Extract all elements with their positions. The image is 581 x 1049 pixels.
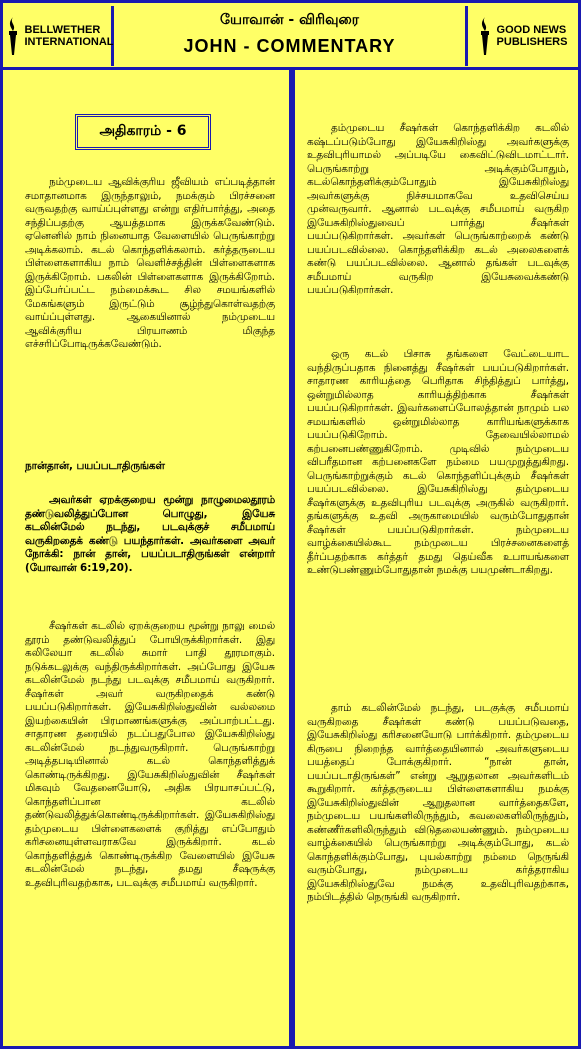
right-paragraph-3 bbox=[307, 702, 569, 905]
bellwether-logo bbox=[6, 6, 114, 66]
right-column bbox=[292, 70, 581, 1049]
left-paragraph-1 bbox=[25, 176, 275, 352]
chapter-label: அதிகாரம் - 6 bbox=[75, 114, 211, 150]
good-news-logo-text bbox=[497, 24, 568, 48]
right-logo-line2: PUBLISHERS bbox=[496, 36, 568, 48]
left-paragraph-2 bbox=[25, 620, 275, 890]
torch-icon bbox=[4, 15, 22, 57]
title-tamil: யோவான் - விரிவுரை bbox=[220, 12, 359, 28]
good-news-logo bbox=[465, 6, 575, 66]
header bbox=[0, 0, 581, 70]
paragraph-text: தம்முடைய சீஷர்கள் கொந்தளிக்கிற கடலில் கஷ்டப்படும்போது இயேசுகிறிஸ்து அவர்களுக்கு உதவிபுரியாமல் அப்படியே கைவிட்டுவிடமாட்டார். பெருங்காற்று அடிக்கும்போதும், கடல்கொந்தளிக்கும்போதும் இயேசுகிறிஸ்து அவர்களுக்கு நிச்சயமாகவே உதவிசெய்ய முன்வருவார். ஆனால் படவுக்கு சமீபமாய் வருகிற இயேசுகிறிஸ்துவைப் பார்த்து சீஷர்கள் பயப்படுகிறார்கள். அவர்கள் பெருங்காற்றைக் கண்டு பயப்படவில்லை. கொந்தளிக்கிற கடல் அலைகளைக் கண்டு பயப்படவில்லை. ஆனால் தங்கள் படவுக்கு சமீபமாய் வருகிற இயேசுவைக்கண்டு பயப்படுகிறார்கள். bbox=[307, 122, 569, 296]
verse-quote bbox=[25, 494, 275, 575]
paragraph-text: சீஷர்கள் கடலில் ஏறக்குறைய மூன்று நாலு மைல் தூரம் தண்டுவலித்துப் போயிருக்கிறார்கள். இது கலிலேயா கடலில் சுமார் பாதி தூரமாகும். நடுக்கடலுக்கு வந்திருக்கிறார்கள். அப்போது இயேசு கடலின்மேல் நடந்து படவுக்கு சமீபமாய் வருகிறார். சீஷர்கள் அவர் வருகிறதைக் கண்டு பயப்படுகிறார்கள். இயேசுகிறிஸ்துவின் வல்லமை இயற்கையின் பிரமாணங்களுக்கு அப்பாற்பட்டது. சாதாரண தரையில் நடப்பதுபோல இயேசுகிறிஸ்து கடலின்மேல் நடந்துவருகிறார். பெருங்காற்று அடித்தபடியினால் கடல் கொந்தளித்துக் கொண்டிருக்கிறது. இயேசுகிறிஸ்துவின் சீஷர்கள் மிகவும் வேதனையோடு, அதிக பிரயாசப்பட்டு, கொந்தளிப்பான கடலில் தண்டுவலித்துக்கொண்டிருக்கிறார்கள். இயேசுகிறிஸ்து தம்முடைய பிள்ளைகளைக் குறித்து எப்போதும் கரிசனையுள்ளவராகவே இருக்கிறார். கடல் கொந்தளித்துக் கொண்டிருக்கிற வேளையில் இயேசு கடலின்மேல் நடந்து, தமது சீஷருக்கு உதவிபுரிவதற்காக, படவுக்கு சமீபமாய் வருகிறார். bbox=[25, 620, 275, 889]
right-logo-line1: GOOD NEWS bbox=[496, 24, 567, 36]
section-heading: நான்தான், பயப்படாதிருங்கள் bbox=[25, 460, 165, 472]
bellwether-logo-text bbox=[25, 24, 114, 48]
paragraph-text: ஒரு கடல் பிசாசு தங்களை வேட்டையாட வந்திருப்பதாக நினைத்து சீஷர்கள் பயப்படுகிறார்கள். சாதாரண காரியத்தை பெரிதாக சிந்தித்துப் பார்த்து, ஒன்றுமில்லாத காரியத்திற்காக சீஷர்கள் பயப்படுகிறார்கள். இவர்களைப்போலத்தான் நாமும் பல சமயங்களில் ஒன்றுமில்லாத காரியங்களுக்காக பயப்படுகிறோம். தேவையில்லாமல் கற்பனைபண்ணுகிறோம். முடிவில் நம்முடைய விபரீதமான கற்பனைகளே நம்மை பயமுறுத்துகிறது. பெருங்காற்றுக்கும் கடல் கொந்தளிப்புக்கும் சீஷர்கள் பயப்படவில்லை. இயேசுகிறிஸ்து தம்முடைய சீஷர்களுக்கு உதவிபுரிய படவுக்கு அருகில் வருகிறார். தங்களுக்கு உதவி அருகாமையில் வரும்போதுதான் சீஷர்கள் பயப்படுகிறார்கள். நம்முடைய வாழ்க்கையில்கூட நம்முடைய பிரச்சனைகளைத் தீர்ப்பதற்காக கர்த்தர் தமது தெய்வீக உபாயங்களை உண்டுபண்ணும்போதுதான் நமக்கு பயமுண்டாகிறது. bbox=[307, 348, 569, 576]
paragraph-text: தாம் கடலின்மேல் நடந்து, படகுக்கு சமீபமாய் வருகிறதை சீஷர்கள் கண்டு பயப்படுவதை, இயேசுகிறிஸ்து கரிசனையோடு பார்க்கிறார். தம்முடைய கிருபை நிறைந்த வார்த்தையினால் அவர்களுடைய பயத்தைப் போக்குகிறார். “நான் தான், பயப்படாதிருங்கள்” என்று ஆறுதலான அவர்களிடம் கூறுகிறார். கர்த்தருடைய பிள்ளைகளாகிய நமக்கு இயேசுகிறிஸ்துவின் ஆறுதலான வார்த்தைகளே, நம்முடைய பயங்களிலிருந்தும், கவலைகளிலிருந்தும், கண்ணீர்களிலிருந்தும் விடுதலையண்ணும். நம்முடைய வாழ்க்கையில் பெருங்காற்று அடிக்கும்போது, கடல் கொந்தளிக்கும்போது, புயல்காற்று நம்மை நெருங்கி வரும்போது, நம்முடைய கர்த்தராகிய இயேசுகிறிஸ்துவே நமக்கு உதவிபுரிவதற்காக, நம்பிடத்தில் நெருங்கி வருகிறார். bbox=[307, 702, 569, 903]
torch-icon bbox=[476, 15, 494, 57]
left-logo-line2: INTERNATIONAL bbox=[24, 36, 114, 48]
paragraph-text: நம்முடைய ஆவிக்குரிய ஜீவியம் எப்படித்தான் சமாதானமாக இருந்தாலும், நமக்கும் பிரச்சனை வருவதற்கு வாய்ப்புள்ளது என்று எதிர்பார்த்து, அதை சந்திப்பதற்கு ஆயத்தமாக இருக்கவேண்டும். ஏனெனில் நாம் நினையாத வேளையில் பெருங்காற்று அடிக்கலாம். கடல் கொந்தளிக்கலாம். கர்த்தருடைய பிள்ளைகளாகிய நாம் வெளிச்சத்தின் பிள்ளைகளாக இருக்கிறோம். பகலின் பிள்ளைகளாக இருக்கிறோம். இப்பேர்ப்பட்ட நம்மைக்கூட சில சமயங்களில் மேகங்களும் இருட்டும் சூழ்ந்துகொள்வதற்கு வாய்ப்புள்ளது. ஆகையினால் நம்முடைய ஆவிக்குரிய பிரயாணம் மிகுந்த எச்சரிப்போடிருக்கவேண்டும். bbox=[25, 176, 275, 350]
verse-text: அவர்கள் ஏறக்குறைய மூன்று நாழுமைலதூரம் தண்டுவலித்துப்போன பொழுது, இயேசு கடலின்மேல் நடந்து, படவுக்குச் சமீபமாய் வருகிறதைக் கண்டு பயந்தார்கள். அவர்களை அவர் நோக்கி: நான் தான், பயப்படாதிருங்கள் என்றார் (யோவான் 6:19,20). bbox=[25, 494, 275, 574]
right-paragraph-1 bbox=[307, 122, 569, 298]
left-logo-line1: BELLWETHER bbox=[24, 24, 101, 36]
right-paragraph-2 bbox=[307, 348, 569, 578]
title-area bbox=[117, 6, 462, 66]
title-english: JOHN - COMMENTARY bbox=[183, 36, 396, 56]
left-column bbox=[0, 70, 292, 1049]
